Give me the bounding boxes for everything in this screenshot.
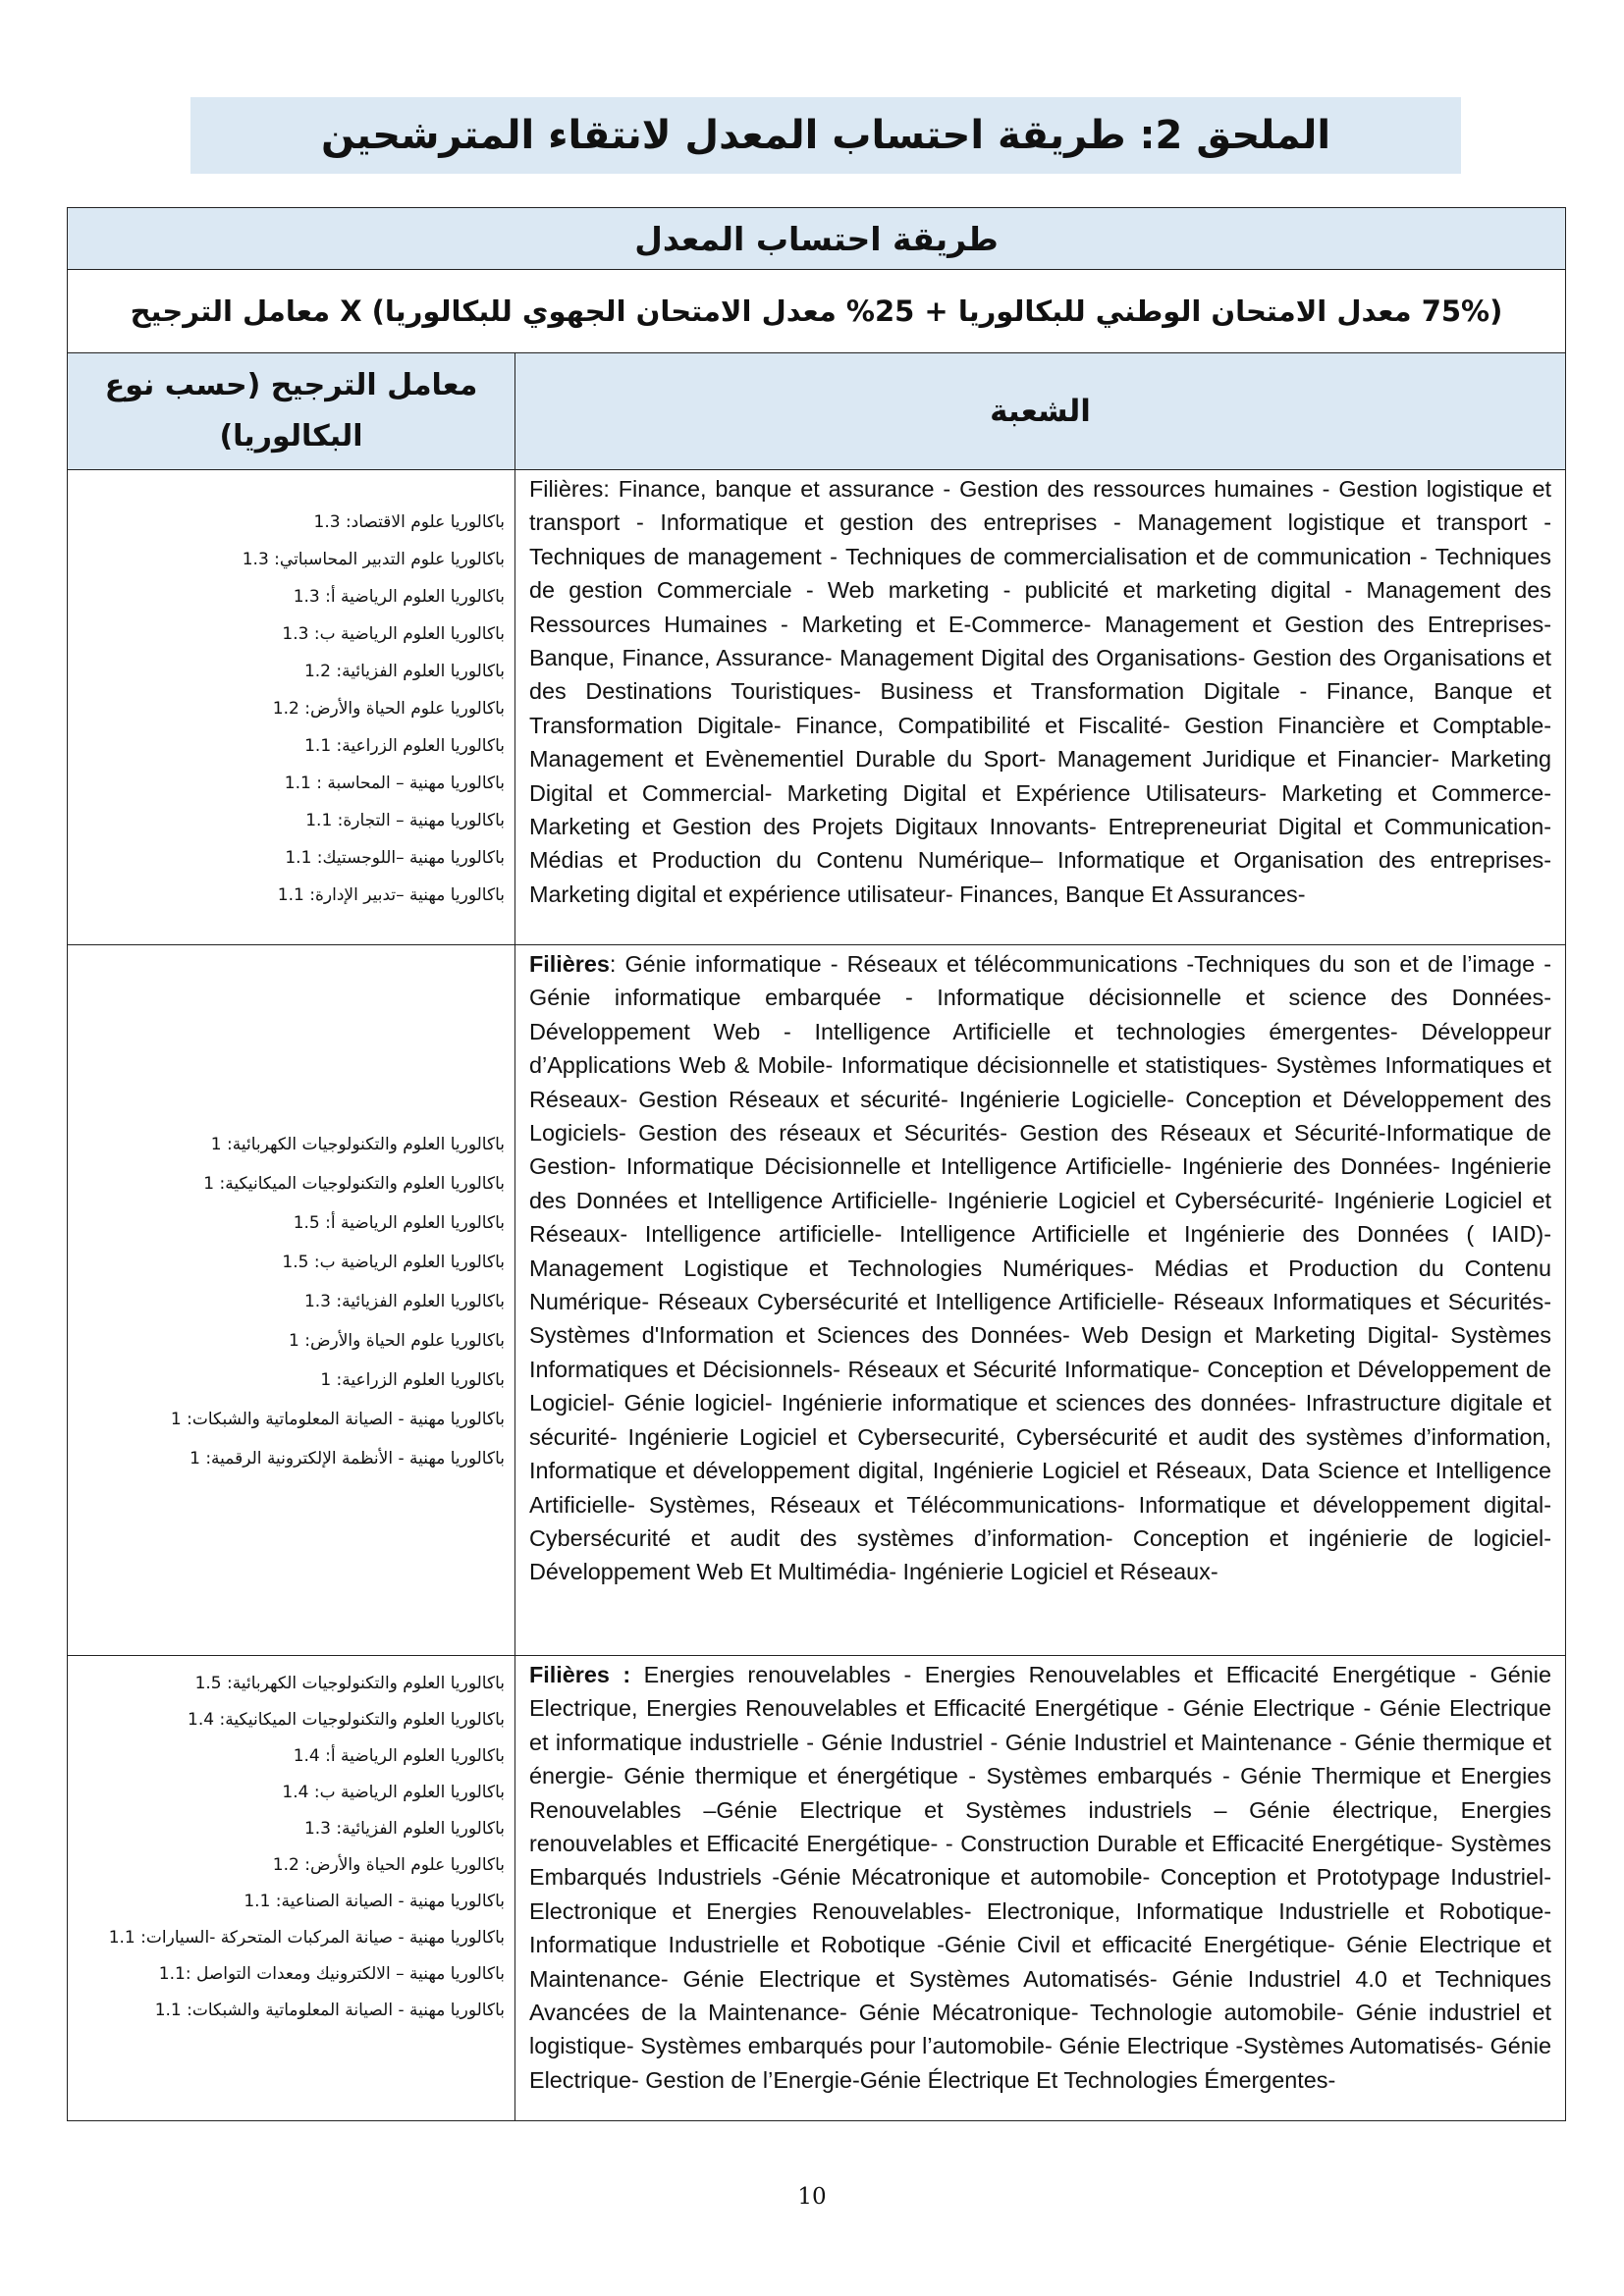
branch-column-header: الشعبة bbox=[515, 353, 1566, 470]
coefficient-item: باكالوريا مهنية - صيانة المركبات المتحركة -السيارات: 1.1 bbox=[108, 1928, 505, 1948]
coefficient-item: باكالوريا مهنية –اللوجستيك: 1.1 bbox=[285, 847, 505, 868]
coefficient-item: باكالوريا مهنية - الصيانة المعلوماتية والشبكات: 1 bbox=[170, 1409, 505, 1429]
coefficient-item: باكالوريا العلوم والتكنولوجيات الميكانيكية: 1.4 bbox=[188, 1710, 505, 1730]
coefficient-item: باكالوريا العلوم الفزيائية: 1.3 bbox=[303, 1819, 505, 1839]
formula-row: (75% معدل الامتحان الوطني للبكالوريا + 25% معدل الامتحان الجهوي للبكالوريا) X معامل الترجيح bbox=[68, 270, 1566, 353]
coefficient-item: باكالوريا العلوم الرياضية ب: 1.5 bbox=[282, 1252, 505, 1272]
filieres-label: Filières : bbox=[529, 1662, 631, 1687]
coefficient-item: باكالوريا علوم التدبير المحاسباتي: 1.3 bbox=[242, 549, 505, 569]
coefficient-item: باكالوريا مهنية - الأنظمة الإلكترونية الرقمية: 1 bbox=[189, 1448, 505, 1468]
coefficient-item: باكالوريا العلوم الفزيائية: 1.2 bbox=[303, 661, 505, 681]
coefficient-item: باكالوريا العلوم والتكنولوجيات الكهربائية: 1.5 bbox=[194, 1674, 505, 1693]
coefficient-list bbox=[68, 470, 515, 945]
filieres-text: : Génie informatique - Réseaux et télécommunications -Techniques du son et de l’image - Génie informatique embarquée - Informatique décisionnelle et science des Données- Développement Web - Intelligence Artificielle et technologies émergentes- Développeur d’Applications Web & Mobile- Informatique décisionnelle et statistiques- Systèmes Informatiques et Réseaux- Gestion Réseaux et sécurité- Ingénierie Logicielle- Conception et Développement des Logiciels- Gestion des réseaux et Sécurités- Gestion des Réseaux et Sécurité-Informatique de Gestion- Informatique Décisionnelle et Intelligence Artificielle- Ingénierie des Données- Ingénierie des Données et Intelligence Artificielle- Ingénierie Logiciel et Cybersécurité- Ingénierie Logiciel et Réseaux- Intelligence artificielle- Intelligence Artificielle et Ingénierie des Données ( IAID)- Management Logistique et Technologies Numériques- Médias et Production du Contenu Numérique- Réseaux Cybersécurité et Intelligence Artificielle- Réseaux Informatiques et Sécurités- Systèmes d'Information et Sciences des Données- Web Design et Marketing Digital- Systèmes Informatiques et Décisionnels- Réseaux et Sécurité Informatique- Conception et Développement de Logiciel- Génie logiciel- Ingénierie informatique et sciences des données- Infrastructure digitale et sécurité- Ingénierie Logiciel et Cybersecurité, Cybersécurité et audit des systèmes d’information, Informatique et développement digital, Ingénierie Logiciel et Réseaux, Data Science et Intelligence Artificielle- Systèmes, Réseaux et Télécommunications- Informatique et développement digital- Cybersécurité et audit des systèmes d’information- Conception et ingénierie de logiciel-Développement Web Et Multimédia- Ingénierie Logiciel et Réseaux- bbox=[529, 951, 1551, 1585]
table-row bbox=[68, 470, 1566, 945]
coefficient-item: باكالوريا مهنية - الصيانة المعلوماتية والشبكات: 1.1 bbox=[154, 2001, 505, 2020]
coefficient-item: باكالوريا علوم الحياة والأرض: 1 bbox=[289, 1330, 505, 1351]
branch-list bbox=[515, 470, 1566, 945]
filieres-label: Filières bbox=[529, 951, 610, 977]
coefficient-item: باكالوريا العلوم الزراعية: 1.1 bbox=[304, 735, 505, 756]
average-calculation-table bbox=[67, 207, 1566, 2121]
coefficient-item: باكالوريا علوم الحياة والأرض: 1.2 bbox=[272, 1855, 505, 1875]
coefficient-column-header: معامل الترجيح (حسب نوع البكالوريا) bbox=[68, 353, 515, 470]
coefficient-item: باكالوريا العلوم الرياضية ب: 1.4 bbox=[282, 1783, 505, 1802]
page-number: 10 bbox=[797, 2184, 827, 2210]
branch-list bbox=[515, 945, 1566, 1656]
coefficient-item: باكالوريا علوم الاقتصاد: 1.3 bbox=[313, 511, 505, 532]
coefficient-item: باكالوريا العلوم الرياضية أ: 1.3 bbox=[293, 586, 505, 607]
filieres-text: Energies renouvelables - Energies Renouvelables et Efficacité Energétique - Génie Electrique, Energies Renouvelables et Efficacité Energétique - Génie Electrique - Génie Electrique et informatique industrielle - Génie Industriel - Génie Industriel et Maintenance - Génie thermique et énergie- Génie thermique et énergétique - Systèmes embarqués - Génie Thermique et Energies Renouvelables –Génie Electrique et Systèmes industriels – Génie électrique, Energies renouvelables et Efficacité Energétique- - Construction Durable et Efficacité Energétique- Systèmes Embarqués Industriels -Génie Mécatronique et automobile- Conception et Prototypage Industriel- Electronique et Energies Renouvelables- Electronique, Informatique Industrielle et Robotique- Informatique Industrielle et Robotique -Génie Civil et efficacité Energétique- Génie Electrique et Maintenance- Génie Electrique et Systèmes Automatisés- Génie Industriel 4.0 et Techniques Avancées de la Maintenance- Génie Mécatronique- Technologie automobile- Génie industriel et logistique- Systèmes embarqués pour l’automobile- Génie Electrique -Systèmes Automatisés- Génie Electrique- Gestion de l’Energie-Génie Électrique Et Technologies Émergentes- bbox=[529, 1662, 1551, 2093]
coefficient-item: باكالوريا مهنية – التجارة: 1.1 bbox=[305, 810, 505, 830]
coefficient-item: باكالوريا العلوم والتكنولوجيات الميكانيكية: 1 bbox=[203, 1173, 505, 1194]
branch-list bbox=[515, 1656, 1566, 2121]
coefficient-list bbox=[68, 945, 515, 1656]
coefficient-item: باكالوريا العلوم الرياضية ب: 1.3 bbox=[282, 623, 505, 644]
page-title: الملحق 2: طريقة احتساب المعدل لانتقاء المترشحين bbox=[190, 97, 1461, 174]
coefficient-item: باكالوريا العلوم الرياضية أ: 1.4 bbox=[293, 1746, 505, 1766]
coefficient-item: باكالوريا العلوم الفزيائية: 1.3 bbox=[303, 1291, 505, 1311]
coefficient-item: باكالوريا مهنية – الالكترونيك ومعدات التواصل :1.1 bbox=[158, 1964, 505, 1984]
coefficient-item: باكالوريا علوم الحياة والأرض: 1.2 bbox=[272, 698, 505, 719]
method-header: طريقة احتساب المعدل bbox=[68, 208, 1566, 270]
filieres-label: Filières: bbox=[529, 476, 610, 502]
table-row bbox=[68, 1656, 1566, 2121]
filieres-text: Finance, banque et assurance - Gestion des ressources humaines - Gestion logistique et transport - Informatique et gestion des entreprises - Management logistique et transport - Techniques de management - Techniques de commercialisation et de communication - Techniques de gestion Commerciale - Web marketing - publicité et marketing digital - Management des Ressources Humaines - Marketing et E-Commerce- Management et Gestion des Entreprises- Banque, Finance, Assurance- Management Digital des Organisations- Gestion des Organisations et des Destinations Touristiques- Business et Transformation Digitale - Finance, Banque et Transformation Digitale- Finance, Compatibilité et Fiscalité- Gestion Financière et Comptable- Management et Evènementiel Durable du Sport- Management Juridique et Financier- Marketing Digital et Commercial- Marketing Digital et Expérience Utilisateurs- Marketing et Commerce- Marketing et Gestion des Projets Digitaux Innovants- Entrepreneuriat Digital et Communication- Médias et Production du Contenu Numérique– Informatique et Organisation des entreprises- Marketing digital et expérience utilisateur- Finances, Banque Et Assurances- bbox=[529, 476, 1551, 907]
coefficient-item: باكالوريا العلوم والتكنولوجيات الكهربائية: 1 bbox=[210, 1134, 505, 1154]
table-row bbox=[68, 945, 1566, 1656]
coefficient-item: باكالوريا مهنية - الصيانة الصناعية: 1.1 bbox=[244, 1892, 505, 1911]
coefficient-item: باكالوريا مهنية – المحاسبة : 1.1 bbox=[284, 773, 505, 793]
coefficient-item: باكالوريا مهنية –تدبير الإدارة: 1.1 bbox=[277, 884, 505, 905]
coefficient-list bbox=[68, 1656, 515, 2121]
coefficient-item: باكالوريا العلوم الزراعية: 1 bbox=[320, 1369, 505, 1390]
coefficient-item: باكالوريا العلوم الرياضية أ: 1.5 bbox=[293, 1212, 505, 1233]
